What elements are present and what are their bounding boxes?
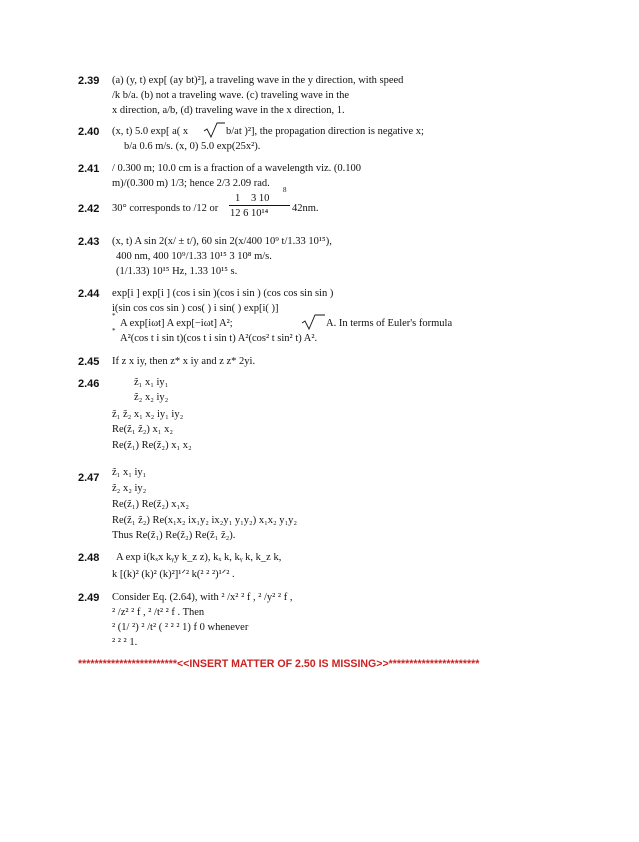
sqrt-sign-icon — [203, 122, 225, 138]
problem-2-47-line-4: Re(z̃₁ z̃₂) Re(x₁x₂ ix₁y₂ ix₂y₁ y₁y₂) x₁x₂ y₁y₂ — [112, 515, 298, 526]
problem-2-49-line-2: ² /z² ² f , ² /t² ² f . Then — [112, 607, 205, 618]
problem-number-2-46: 2.46 — [78, 378, 100, 390]
problem-2-39-line-3: x direction, a/b, (d) traveling wave in the x direction, 1. — [112, 105, 345, 116]
problem-2-47-line-5: Thus Re(z̃₁) Re(z̃₂) Re(z̃₁ z̃₂). — [112, 530, 236, 541]
problem-2-42-lead: 30° corresponds to /12 or — [112, 203, 219, 214]
problem-2-46-line-3: z̃₁ z̃₂ x₁ x₂ iy₁ iy₂ — [112, 409, 184, 420]
problem-number-2-47: 2.47 — [78, 472, 100, 484]
problem-2-44-line-3-tail: A. In terms of Euler's formula — [326, 318, 453, 329]
problem-2-42-fraction-1-numerator: 1 — [235, 193, 241, 204]
problem-2-48-line-2: k [(k)² (k)² (k)²]¹ᐟ² k(² ² ²)¹ᐟ² . — [112, 569, 235, 580]
problem-2-44-line-4-star: * — [112, 327, 116, 335]
problem-2-48-line-1: A exp i(kₓx kᵧy k_z z), kₓ k, kᵧ k, k_z k, — [116, 552, 282, 563]
problem-2-47-line-3: Re(z̃₁) Re(z̃₂) x₁x₂ — [112, 499, 190, 510]
problem-2-39-line-1: (a) (y, t) exp[ (ay bt)²], a traveling wave in the y direction, with speed — [112, 75, 404, 86]
problem-2-44-line-3-star: * — [112, 312, 116, 320]
problem-2-46-line-5: Re(z̃₁) Re(z̃₂) x₁ x₂ — [112, 440, 192, 451]
fraction-bar — [229, 205, 290, 206]
problem-2-46-line-4: Re(z̃₁ z̃₂) x₁ x₂ — [112, 424, 173, 435]
problem-2-46-line-2: z̃₂ x₂ iy₂ — [134, 392, 169, 403]
problem-number-2-42: 2.42 — [78, 203, 100, 215]
problem-2-42-tail: 42nm. — [292, 203, 319, 214]
problem-2-44-line-2: i(sin cos cos sin ) cos( ) i sin( ) exp[i( )] — [112, 303, 279, 314]
problem-number-2-49: 2.49 — [78, 592, 100, 604]
problem-2-43-line-3: (1/1.33) 10¹⁵ Hz, 1.33 10¹⁵ s. — [116, 266, 238, 277]
problem-number-2-43: 2.43 — [78, 236, 100, 248]
problem-2-44-line-1: exp[i ] exp[i ] (cos i sin )(cos i sin ) (cos cos sin sin ) — [112, 288, 334, 299]
problem-number-2-40: 2.40 — [78, 126, 100, 138]
problem-2-49-line-3: ² (1/ ²) ² /t² ( ² ² ² 1) f 0 whenever — [112, 622, 249, 633]
problem-2-44-line-4: A²(cos t i sin t)(cos t i sin t) A²(cos² t sin² t) A². — [120, 333, 318, 344]
problem-number-2-48: 2.48 — [78, 552, 100, 564]
problem-2-39-line-2: /k b/a. (b) not a traveling wave. (c) traveling wave in the — [112, 90, 350, 101]
problem-2-42-fraction-denominator: 12 6 10¹⁴ — [230, 208, 269, 219]
problem-2-47-line-2: z̃₂ x₂ iy₂ — [112, 483, 147, 494]
problem-2-43-line-1: (x, t) A sin 2(x/ ± t/), 60 sin 2(x/400 10⁹ t/1.33 10¹⁵), — [112, 236, 332, 247]
missing-matter-banner: ************************<<INSERT MATTER OF 2.50 IS MISSING>>********************** — [78, 658, 480, 670]
problem-number-2-39: 2.39 — [78, 75, 100, 87]
problem-2-42-fraction-2-numerator: 3 10 — [251, 193, 270, 204]
problem-2-40-line-2: b/a 0.6 m/s. (x, 0) 5.0 exp(25x²). — [124, 141, 261, 152]
problem-2-49-line-4: ² ² ² 1. — [112, 637, 138, 648]
problem-2-41-line-2: m)/(0.300 m) 1/3; hence 2/3 2.09 rad. — [112, 178, 270, 189]
problem-2-42-superscript: 8 — [283, 186, 287, 194]
problem-2-40-line-1b: b/at )²], the propagation direction is negative x; — [226, 126, 424, 137]
problem-2-44-line-3: A exp[iωt] A exp[−iωt] A²; — [120, 318, 233, 329]
problem-2-45-line-1: If z x iy, then z* x iy and z z* 2yi. — [112, 356, 256, 367]
problem-2-49-line-1: Consider Eq. (2.64), with ² /x² ² f , ² /y² ² f , — [112, 592, 293, 603]
problem-2-40-line-1a: (x, t) 5.0 exp[ a( x — [112, 126, 189, 137]
problem-2-41-line-1: / 0.300 m; 10.0 cm is a fraction of a wavelength viz. (0.100 — [112, 163, 362, 174]
problem-number-2-44: 2.44 — [78, 288, 100, 300]
sqrt-sign-icon — [301, 314, 325, 330]
problem-2-47-line-1: z̃₁ x₁ iy₁ — [112, 467, 147, 478]
problem-number-2-45: 2.45 — [78, 356, 100, 368]
problem-2-43-line-2: 400 nm, 400 10⁹/1.33 10¹⁵ 3 10⁸ m/s. — [116, 251, 272, 262]
problem-2-46-line-1: z̃₁ x₁ iy₁ — [134, 377, 169, 388]
problem-number-2-41: 2.41 — [78, 163, 100, 175]
